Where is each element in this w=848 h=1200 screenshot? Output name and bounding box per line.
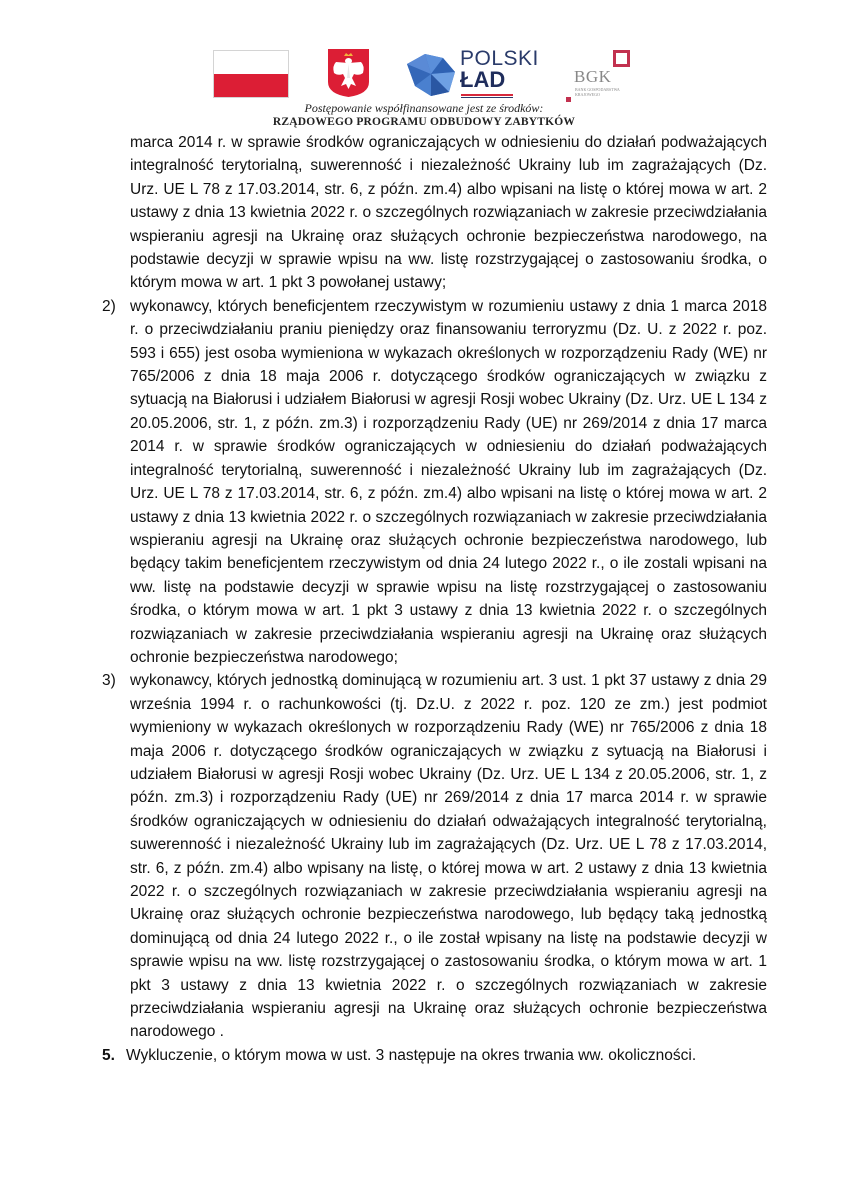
list-item-text: wykonawcy, których jednostką dominującą w rozumieniu art. 3 ust. 1 pkt 37 ustawy z dnia 29 września 1994 r. o rachunkowości (tj. Dz.U. z 2022 r. poz. 120 ze zm.) jest podmiot wymieniony w wykazach określonych w rozporządzeniu Rady (WE) nr 765/2006 z dnia 18 maja 2006 r. dotyczącego środków ograniczających w związku z sytuacją na Białorusi i udziałem Białorusi w agresji Rosji wobec Ukrainy (Dz. Urz. UE L 134 z 20.05.2006, str. 1, z późn. zm.3) i rozporządzeniu Rady (UE) nr 269/2014 z dnia 17 marca 2014 r. w sprawie środków ograniczających w odniesieniu do działań odważających integralność terytorialną, suwerenność i niezależność Ukrainy lub im zagrażających (Dz. Urz. UE L 78 z 17.03.2014, str. 6, z późn. zm.4) albo wpisany na listę, o której mowa w art. 2 ustawy z dnia 13 kwietnia 2022 r. o szczególnych rozwiązaniach w zakresie przeciwdziałania wspieraniu agresji na Ukrainę oraz służących ochronie bezpieczeństwa narodowego, lub będący taką jednostką dominującą od dnia 24 lutego 2022 r., o ile został wpisany na listę na podstawie decyzji w sprawie wpisu na ww. listę rozstrzygającej o zastosowaniu środka, o którym mowa w art. 1 pkt 3 ustawy z dnia 13 kwietnia 2022 r. o szczególnych rozwiązaniach w zakresie przeciwdziałania wspieraniu agresji na Ukrainę oraz służących ochronie bezpieczeństwa narodowego . [130,672,767,1041]
polski-lad-line2: ŁAD [460,67,506,92]
flag-red-stripe [214,74,288,97]
section-number: 5. [102,1046,115,1064]
section-5-paragraph [102,1044,767,1067]
bgk-letters: BGK [574,67,612,86]
bgk-subtitle: BANK GOSPODARSTWA KRAJOWEGO [575,87,620,97]
funding-statement: Postępowanie współfinansowane jest ze środków: [304,101,544,115]
section-text: Wykluczenie, o którym mowa w ust. 3 następuje na okres trwania ww. okoliczności. [126,1046,697,1064]
poland-flag-logo [213,50,289,98]
document-header [0,44,848,128]
polski-lad-navy-rule [461,97,513,98]
program-name: RZĄDOWEGO PROGRAMU ODBUDOWY ZABYTKÓW [272,116,576,128]
polish-eagle-emblem-icon [327,48,370,98]
list-item-2 [102,295,767,670]
continuation-paragraph: marca 2014 r. w sprawie środków ograniczających w odniesieniu do działań podważających integralność terytorialną, suwerenność i niezależność Ukrainy lub im zagrażających (Dz. Urz. UE L 78 z 17.03.2014, str. 6, z późn. zm.4) albo wpisani na listę o której mowa w art. 2 ustawy z dnia 13 kwietnia 2022 r. o szczególnych rozwiązaniach w zakresie przeciwdziałania wspieraniu agresji na Ukrainę oraz służących ochronie bezpieczeństwa narodowego, na podstawie decyzji w sprawie wpisu na ww. listę rozstrzygającej o zastosowaniu środka, o którym mowa w art. 1 pkt 3 powołanej ustawy; [130,134,767,292]
document-body [102,131,767,1067]
list-item-number: 2) [102,297,116,315]
bgk-logo [565,50,645,108]
polski-lad-logo [405,47,539,100]
flag-white-stripe [214,51,288,74]
list-item-text: wykonawcy, których beneficjentem rzeczywistym w rozumieniu ustawy z dnia 1 marca 2018 r. o przeciwdziałaniu praniu pieniędzy oraz finansowaniu terroryzmu (Dz. U. z 2022 r. poz. 593 i 655) jest osoba wymieniona w wykazach określonych w rozporządzeniu Rady (WE) nr 765/2006 z dnia 18 maja 2006 r. dotyczącego środków ograniczających w związku z sytuacją na Białorusi i udziałem Białorusi w agresji Rosji wobec Ukrainy (Dz. Urz. UE L 134 z 20.05.2006, str. 1, z późn. zm.3) i rozporządzeniu Rady (UE) nr 269/2014 z dnia 17 marca 2014 r. w sprawie środków ograniczających w odniesieniu do działań podważających integralność terytorialną, suwerenność i niezależność Ukrainy lub im zagrażających (Dz. Urz. UE L 78 z 17.03.2014, str. 6, z późn. zm.4) albo wpisani na listę o której mowa w art. 2 ustawy z dnia 13 kwietnia 2022 r. o szczególnych rozwiązaniach w zakresie przeciwdziałania wspieraniu agresji na Ukrainę oraz służących ochronie bezpieczeństwa narodowego, lub będący takim beneficjentem rzeczywistym od dnia 24 lutego 2022 r., o ile zostali wpisani na ww. listę na podstawie decyzji w sprawie wpisu na listę rozstrzygającej o zastosowaniu środka, o którym mowa w art. 1 pkt 3 ustawy z dnia 13 kwietnia 2022 r. o szczególnych rozwiązaniach w zakresie przeciwdziałania wspieraniu agresji na Ukrainę oraz służących ochronie bezpieczeństwa narodowego; [130,297,767,666]
polski-lad-mark-icon [405,50,457,98]
polski-lad-line1: POLSKI [460,47,539,70]
bgk-square-icon [613,50,630,67]
polski-lad-red-rule [461,94,513,96]
list-item-3 [102,669,767,1044]
list-item-number: 3) [102,672,116,690]
